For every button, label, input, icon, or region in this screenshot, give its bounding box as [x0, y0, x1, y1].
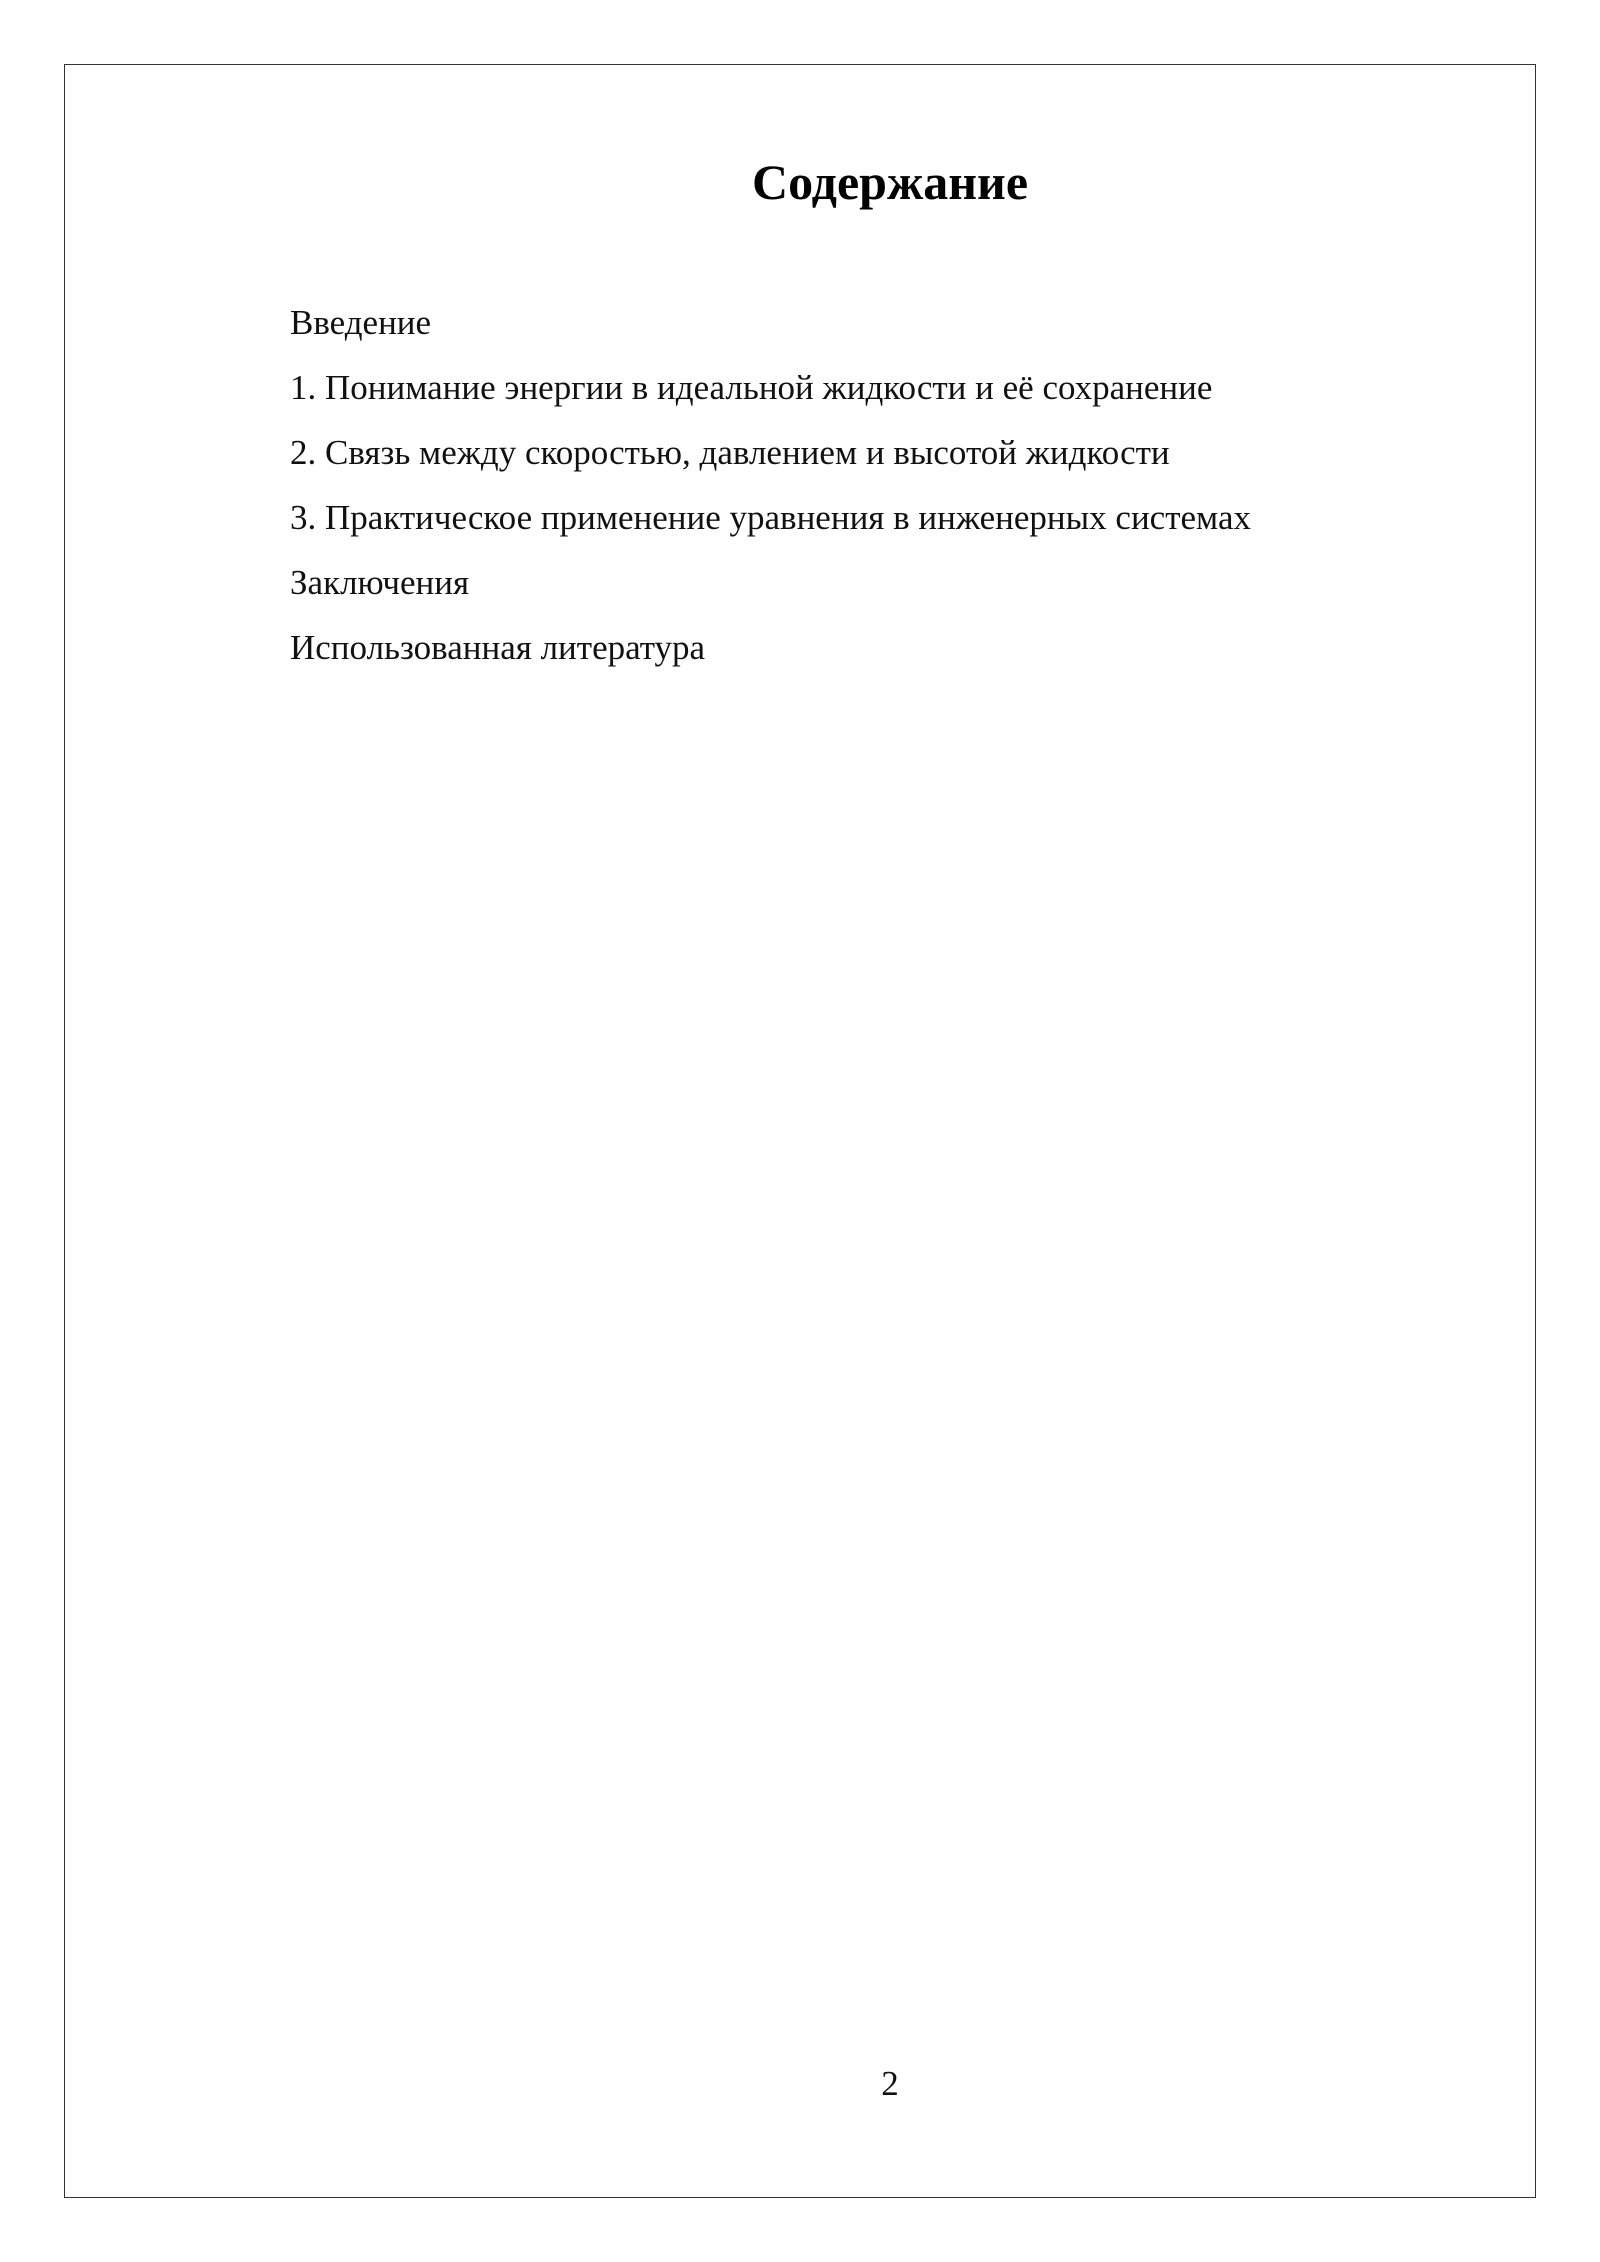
toc-item-section-3: 3. Практическое применение уравнения в инженерных системах	[290, 498, 1251, 537]
toc-item-section-1: 1. Понимание энергии в идеальной жидкости и её сохранение	[290, 368, 1213, 407]
toc-item-introduction: Введение	[290, 303, 432, 342]
toc-item-references: Использованная литература	[290, 628, 706, 667]
page-title: Содержание	[751, 154, 1029, 210]
toc-item-section-2: 2. Связь между скоростью, давлением и высотой жидкости	[290, 433, 1170, 472]
table-of-contents	[290, 290, 1251, 680]
page-number: 2	[881, 2064, 899, 2103]
toc-item-conclusion: Заключения	[290, 563, 470, 602]
